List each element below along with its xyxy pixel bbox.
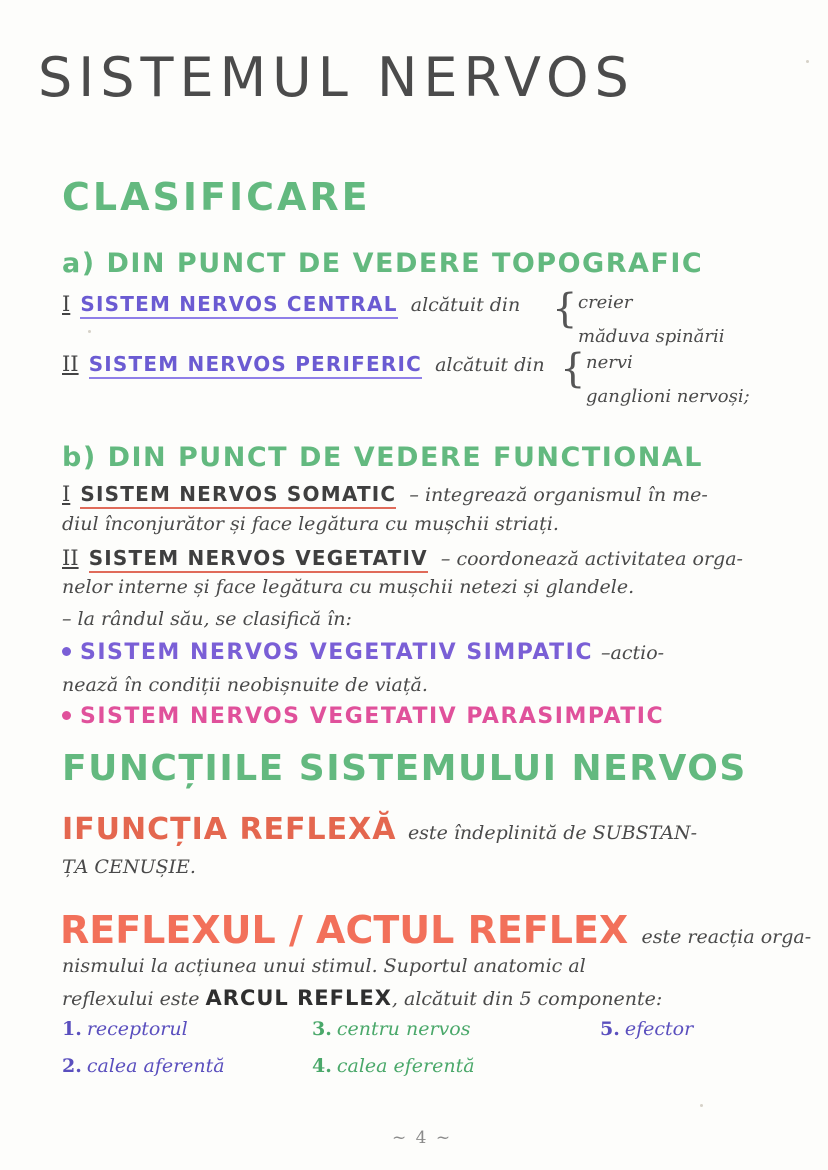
list-item-snc — [62, 292, 520, 316]
reflexul-line2 — [62, 986, 662, 1010]
roman-numeral: I — [62, 812, 75, 847]
reflexul-line2-after: , alcătuit din 5 componente: — [391, 988, 663, 1010]
reflexul-line1: nismului la acțiunea unui stimul. Suportul anatomic al — [62, 955, 586, 977]
roman-numeral: II — [62, 352, 79, 376]
paper-speck — [88, 330, 91, 333]
note-vegetativ-line3: – la rândul său, se clasifică în: — [62, 608, 352, 630]
heading-reflexul — [60, 908, 811, 952]
list-item-somatic — [62, 482, 708, 506]
component-5-number: 5. — [600, 1018, 620, 1040]
heading-functia-reflexa — [62, 812, 697, 847]
list-item-snp — [62, 352, 545, 376]
component-2-number: 2. — [62, 1055, 82, 1077]
component-2-label: calea aferentă — [86, 1055, 225, 1077]
component-1 — [62, 1018, 188, 1040]
paper-speck — [700, 1104, 703, 1107]
note-snc: alcătuit din — [410, 294, 521, 316]
term-somatic: SISTEM NERVOS SOMATIC — [80, 482, 396, 509]
reflexul-tail: este reacția orga- — [641, 926, 812, 948]
note-somatic-line2: diul înconjurător și face legătura cu mușchii striați. — [62, 513, 559, 535]
heading-functiile: FUNCȚIILE SISTEMULUI NERVOS — [62, 748, 747, 789]
component-4-number: 4. — [312, 1055, 332, 1077]
bullet-dot-icon — [62, 647, 71, 656]
note-somatic: – integrează organismul în me- — [409, 484, 708, 506]
term-vegetativ: SISTEM NERVOS VEGETATIV — [89, 546, 428, 573]
functia-reflexa-tail-next: ȚA CENUȘIE. — [62, 856, 196, 878]
page-title: SISTEMUL NERVOS — [38, 46, 635, 109]
brace-icon: { — [560, 346, 586, 392]
reflexul-line2-text: reflexului este — [62, 988, 200, 1010]
branch-maduva: măduva spinării — [578, 326, 725, 347]
component-3 — [312, 1018, 470, 1040]
roman-numeral: I — [62, 292, 71, 316]
bullet-simpatic-tail: –actio- — [601, 642, 665, 664]
functia-reflexa-tail: este îndeplinită de SUBSTAN- — [407, 822, 698, 844]
component-3-label: centru nervos — [336, 1018, 471, 1040]
subheading-topografic: a) DIN PUNCT DE VEDERE TOPOGRAFIC — [62, 248, 704, 279]
bullet-parasimpatic-label: SISTEM NERVOS VEGETATIV PARASIMPATIC — [80, 704, 665, 729]
note-snp: alcătuit din — [435, 354, 545, 376]
roman-numeral: II — [62, 546, 79, 570]
component-1-number: 1. — [62, 1018, 82, 1040]
heading-clasificare: CLASIFICARE — [62, 175, 371, 219]
component-4-label: calea eferentă — [336, 1055, 475, 1077]
paper-speck — [806, 60, 809, 63]
bullet-simpatic-tail-next: nează în condiții neobișnuite de viață. — [62, 674, 428, 696]
bullet-dot-icon — [62, 711, 71, 720]
component-5-label: efector — [624, 1018, 694, 1040]
arcul-reflex-emphasis: ARCUL REFLEX — [205, 986, 392, 1010]
component-4 — [312, 1055, 475, 1077]
bullet-simpatic-label: SISTEM NERVOS VEGETATIV SIMPATIC — [80, 640, 594, 665]
component-1-label: receptorul — [86, 1018, 188, 1040]
functia-reflexa-title: FUNCȚIA REFLEXĂ — [74, 812, 397, 847]
branch-ganglioni: ganglioni nervoși; — [586, 386, 750, 407]
roman-numeral: I — [62, 482, 71, 506]
bullet-parasimpatic — [62, 704, 664, 729]
branch-nervi: nervi — [586, 352, 633, 373]
bullet-simpatic — [62, 640, 664, 665]
term-snc: SISTEM NERVOS CENTRAL — [80, 292, 397, 319]
branch-creier: creier — [578, 292, 633, 313]
subheading-functional: b) DIN PUNCT DE VEDERE FUNCTIONAL — [62, 442, 703, 473]
term-snp: SISTEM NERVOS PERIFERIC — [89, 352, 422, 379]
note-vegetativ-line2: nelor interne și face legătura cu mușchii netezi și glandele. — [62, 576, 635, 598]
component-2 — [62, 1055, 225, 1077]
component-3-number: 3. — [312, 1018, 332, 1040]
reflexul-title: REFLEXUL / ACTUL REFLEX — [60, 908, 629, 952]
list-item-vegetativ — [62, 546, 743, 570]
component-5 — [600, 1018, 693, 1040]
page-number: ~ 4 ~ — [392, 1128, 453, 1148]
brace-icon: { — [552, 286, 578, 332]
note-vegetativ: – coordonează activitatea orga- — [440, 548, 743, 570]
